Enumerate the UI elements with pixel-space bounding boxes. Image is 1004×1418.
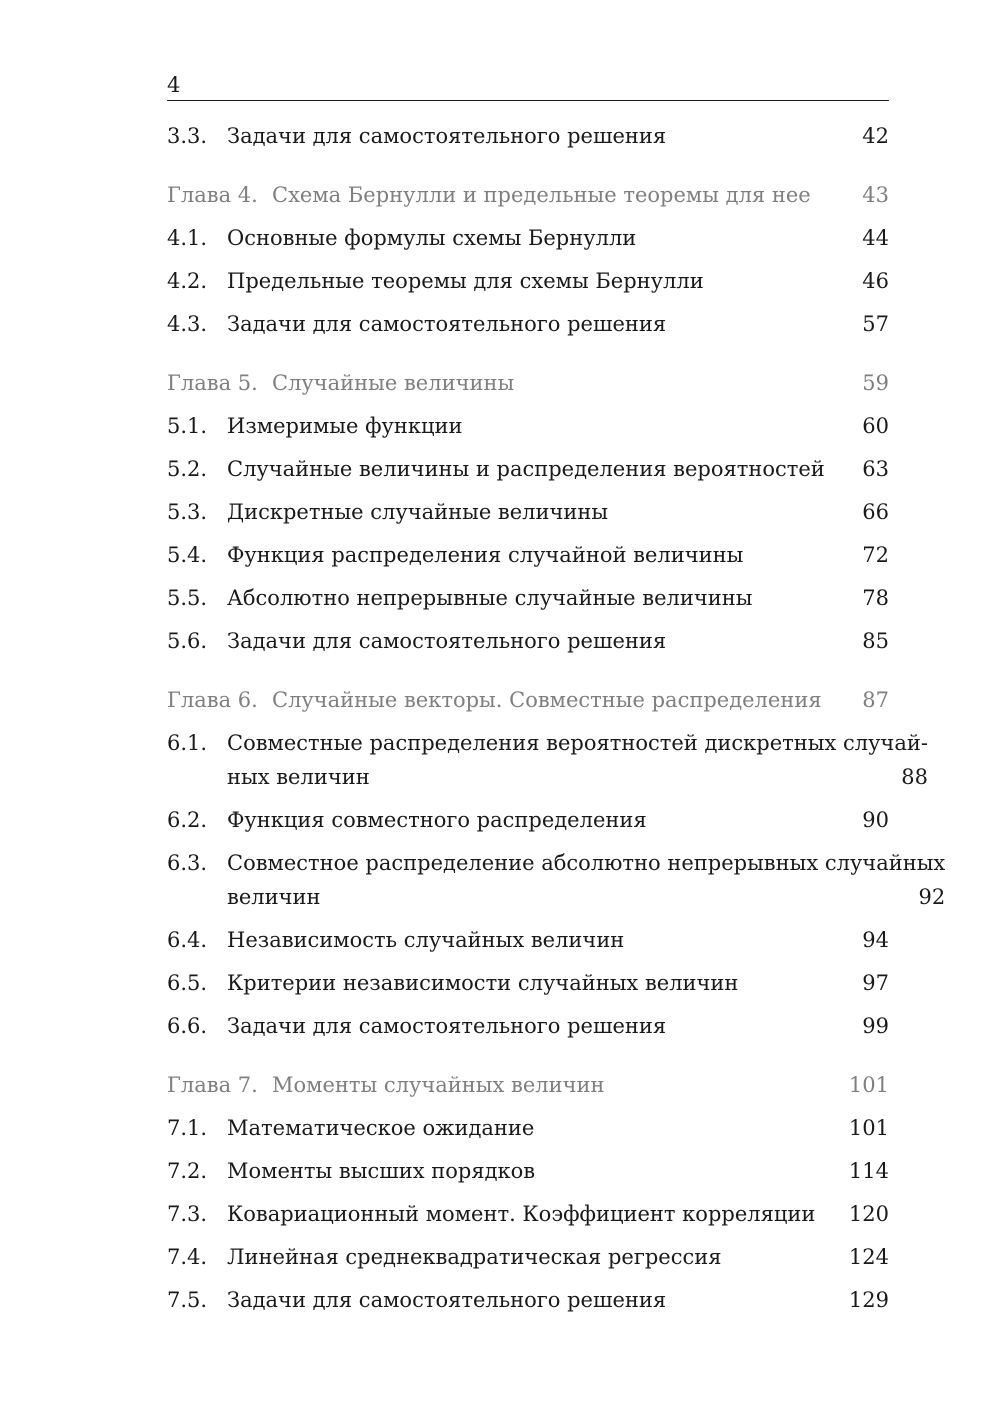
chapter-label: Глава 5.	[167, 371, 258, 395]
toc-chapter-5[interactable]	[167, 362, 889, 405]
section-page: 92	[918, 885, 946, 909]
toc-entry-3-3[interactable]	[167, 115, 889, 158]
toc-entry-5-2[interactable]	[167, 448, 889, 491]
section-number: 5.5.	[167, 586, 208, 610]
section-title: Функция распределения случайной величины	[227, 543, 744, 567]
section-title: Линейная среднеквадратическая регрессия	[227, 1245, 722, 1269]
section-number: 4.2.	[167, 269, 208, 293]
section-title: Ковариационный момент. Коэффициент корреляции	[227, 1202, 816, 1226]
toc-entry-5-1[interactable]	[167, 405, 889, 448]
toc-entry-4-2[interactable]	[167, 260, 889, 303]
section-title: Математическое ожидание	[227, 1116, 535, 1140]
toc-entry-7-1[interactable]	[167, 1107, 889, 1150]
section-title: Случайные величины и распределения вероятностей	[227, 457, 825, 481]
section-page: 66	[862, 500, 889, 524]
toc-entry-7-4[interactable]	[167, 1236, 889, 1279]
section-page: 44	[862, 226, 889, 250]
toc-chapter-4[interactable]	[167, 174, 889, 217]
toc-entry-7-5[interactable]	[167, 1279, 889, 1322]
toc-entry-6-1[interactable]	[167, 722, 928, 799]
toc-entry-6-6[interactable]	[167, 1005, 889, 1048]
section-title-block	[227, 726, 928, 794]
toc-chapter-6[interactable]	[167, 679, 889, 722]
section-number: 3.3.	[167, 124, 208, 148]
section-page: 129	[848, 1288, 889, 1312]
section-number: 4.3.	[167, 312, 208, 336]
toc-entry-4-3[interactable]	[167, 303, 889, 346]
section-page: 97	[862, 971, 889, 995]
section-title-line-2: величин	[227, 885, 321, 909]
section-page: 101	[848, 1116, 889, 1140]
section-title: Задачи для самостоятельного решения	[227, 1014, 667, 1038]
toc-entry-6-3[interactable]	[167, 842, 946, 919]
section-page: 85	[862, 629, 889, 653]
table-of-contents	[167, 115, 946, 1322]
section-title-line-2-row	[227, 880, 945, 914]
chapter-title: Схема Бернулли и предельные теоремы для нее	[272, 183, 811, 207]
section-number: 7.1.	[167, 1116, 208, 1140]
section-title-line-2-row	[227, 760, 928, 794]
section-title: Измеримые функции	[227, 414, 463, 438]
section-title-block	[227, 846, 945, 914]
section-title-line-1: Совместное распределение абсолютно непрерывных случайных	[227, 851, 946, 875]
section-title: Задачи для самостоятельного решения	[227, 629, 667, 653]
toc-entry-5-5[interactable]	[167, 577, 889, 620]
section-number: 5.6.	[167, 629, 208, 653]
chapter-page: 101	[848, 1073, 889, 1097]
section-page: 78	[862, 586, 889, 610]
section-title: Предельные теоремы для схемы Бернулли	[227, 269, 704, 293]
section-page: 120	[848, 1202, 889, 1226]
section-title: Моменты высших порядков	[227, 1159, 536, 1183]
section-title-line-1: Совместные распределения вероятностей дискретных случай-	[227, 731, 928, 755]
section-number: 6.3.	[167, 851, 208, 875]
section-title: Основные формулы схемы Бернулли	[227, 226, 637, 250]
section-number: 7.4.	[167, 1245, 208, 1269]
page-number: 4	[167, 73, 181, 97]
section-title: Функция совместного распределения	[227, 808, 647, 832]
section-title: Задачи для самостоятельного решения	[227, 1288, 667, 1312]
section-number: 5.4.	[167, 543, 208, 567]
section-number: 6.1.	[167, 731, 208, 755]
section-title: Критерии независимости случайных величин	[227, 971, 739, 995]
chapter-label: Глава 7.	[167, 1073, 258, 1097]
toc-entry-5-3[interactable]	[167, 491, 889, 534]
section-title-line-2: ных величин	[227, 765, 370, 789]
section-number: 6.2.	[167, 808, 208, 832]
section-page: 88	[901, 765, 928, 789]
section-page: 42	[862, 124, 889, 148]
chapter-label: Глава 4.	[167, 183, 258, 207]
toc-entry-6-5[interactable]	[167, 962, 889, 1005]
section-number: 7.2.	[167, 1159, 208, 1183]
section-title: Дискретные случайные величины	[227, 500, 609, 524]
section-number: 6.6.	[167, 1014, 208, 1038]
section-page: 99	[862, 1014, 889, 1038]
toc-entry-6-2[interactable]	[167, 799, 889, 842]
section-page: 46	[862, 269, 889, 293]
toc-entry-7-2[interactable]	[167, 1150, 889, 1193]
section-number: 5.2.	[167, 457, 208, 481]
section-page: 124	[848, 1245, 889, 1269]
toc-entry-7-3[interactable]	[167, 1193, 889, 1236]
section-number: 4.1.	[167, 226, 208, 250]
document-page	[167, 60, 946, 1322]
section-page: 94	[862, 928, 889, 952]
section-page: 72	[862, 543, 889, 567]
toc-chapter-7[interactable]	[167, 1064, 889, 1107]
toc-entry-4-1[interactable]	[167, 217, 889, 260]
section-number: 5.1.	[167, 414, 208, 438]
running-head	[167, 60, 889, 101]
section-number: 7.3.	[167, 1202, 208, 1226]
chapter-page: 59	[862, 371, 889, 395]
toc-entry-5-4[interactable]	[167, 534, 889, 577]
section-page: 60	[862, 414, 889, 438]
chapter-title: Случайные величины	[272, 371, 515, 395]
section-page: 114	[848, 1159, 889, 1183]
toc-entry-6-4[interactable]	[167, 919, 889, 962]
section-page: 63	[862, 457, 889, 481]
chapter-title: Случайные векторы. Совместные распределения	[272, 688, 822, 712]
toc-entry-5-6[interactable]	[167, 620, 889, 663]
chapter-page: 43	[862, 183, 889, 207]
chapter-title: Моменты случайных величин	[272, 1073, 605, 1097]
chapter-page: 87	[862, 688, 889, 712]
section-title: Задачи для самостоятельного решения	[227, 312, 667, 336]
section-number: 6.5.	[167, 971, 208, 995]
section-title: Независимость случайных величин	[227, 928, 625, 952]
section-number: 7.5.	[167, 1288, 208, 1312]
section-page: 90	[862, 808, 889, 832]
section-page: 57	[862, 312, 889, 336]
section-title: Задачи для самостоятельного решения	[227, 124, 667, 148]
section-title: Абсолютно непрерывные случайные величины	[227, 586, 753, 610]
section-number: 5.3.	[167, 500, 208, 524]
chapter-label: Глава 6.	[167, 688, 258, 712]
section-number: 6.4.	[167, 928, 208, 952]
